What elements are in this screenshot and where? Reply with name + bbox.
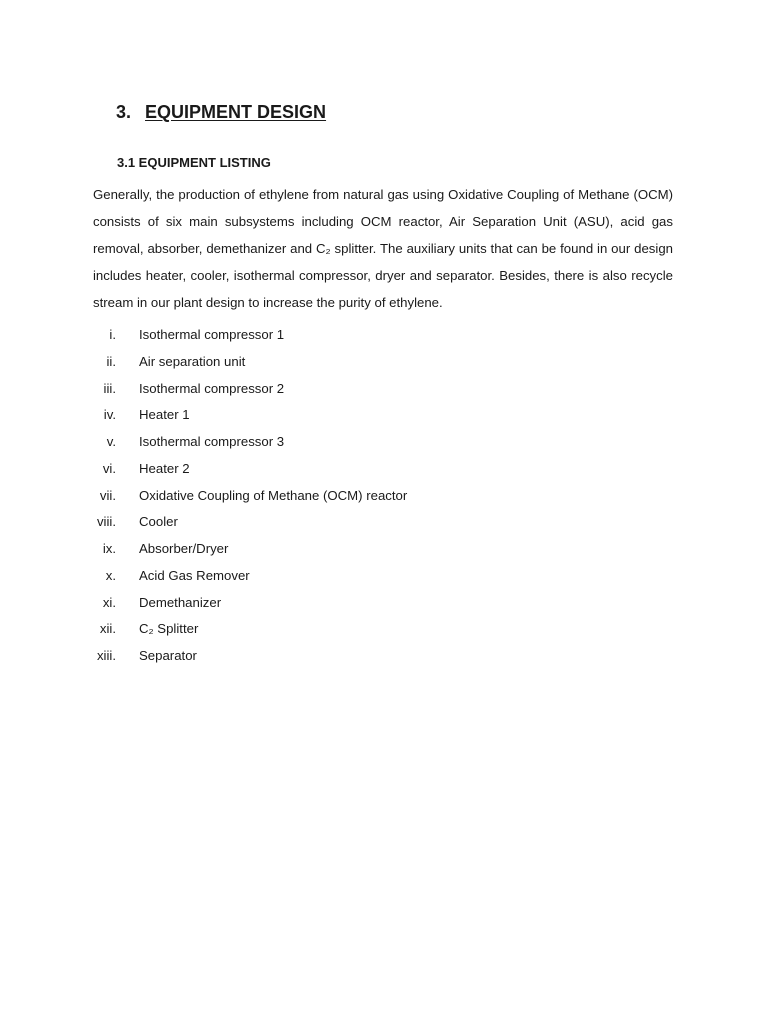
list-item (0, 322, 768, 349)
list-item (0, 509, 768, 536)
list-item (0, 402, 768, 429)
section-heading (116, 102, 326, 123)
list-item-number: viii. (96, 514, 116, 530)
list-item-text: Heater 1 (139, 407, 190, 423)
list-item-number: xii. (99, 621, 116, 637)
list-item-number: xiii. (96, 648, 116, 663)
section-title: EQUIPMENT DESIGN (145, 102, 327, 122)
list-item-text: Separator (139, 648, 197, 663)
list-item-number: i. (109, 327, 116, 342)
intro-paragraph: Generally, the production of ethylene from natural gas using Oxidative Coupling of Methane (OCM) consists of six main subsystems including OCM reactor, Air Separation Unit (ASU), acid gas removal, absorber, demethanizer and C₂ splitter. The auxiliary units that can be found in our design includes heater, cooler, isothermal compressor, dryer and separator. Besides, there is also recycle stream in our plant design to increase the purity of ethylene. (93, 187, 673, 310)
list-item-number: iv. (103, 407, 116, 423)
list-item-text: Acid Gas Remover (139, 567, 250, 583)
list-item-number: ix. (102, 541, 116, 556)
list-item-text: Isothermal compressor 2 (139, 380, 285, 396)
list-item-text: Oxidative Coupling of Methane (OCM) reactor (139, 487, 408, 503)
list-item-text: C₂ Splitter (139, 621, 199, 637)
list-item-number: xi. (102, 594, 116, 610)
list-item-number: x. (105, 567, 116, 583)
list-item-number: v. (106, 434, 116, 449)
list-item (0, 429, 768, 456)
equipment-list (0, 322, 768, 670)
list-item (0, 536, 768, 563)
list-item-text: Air separation unit (139, 353, 246, 369)
list-item-text: Isothermal compressor 1 (139, 327, 285, 342)
list-item (0, 349, 768, 376)
list-item-number: vii. (99, 487, 116, 503)
list-item-text: Demethanizer (139, 594, 222, 610)
list-item (0, 483, 768, 510)
list-item-number: ii. (106, 353, 116, 369)
list-item (0, 376, 768, 403)
list-item-text: Isothermal compressor 3 (139, 434, 285, 449)
list-item-number: iii. (103, 380, 116, 396)
list-item (0, 643, 768, 670)
list-item-text: Cooler (139, 514, 178, 530)
subsection-heading: 3.1 EQUIPMENT LISTING (117, 155, 271, 170)
list-item (0, 590, 768, 617)
list-item-text: Heater 2 (139, 460, 190, 476)
list-item-text: Absorber/Dryer (139, 541, 229, 556)
list-item (0, 456, 768, 483)
list-item (0, 563, 768, 590)
list-item-number: vi. (102, 460, 116, 476)
list-item (0, 616, 768, 643)
section-number: 3. (116, 102, 132, 122)
